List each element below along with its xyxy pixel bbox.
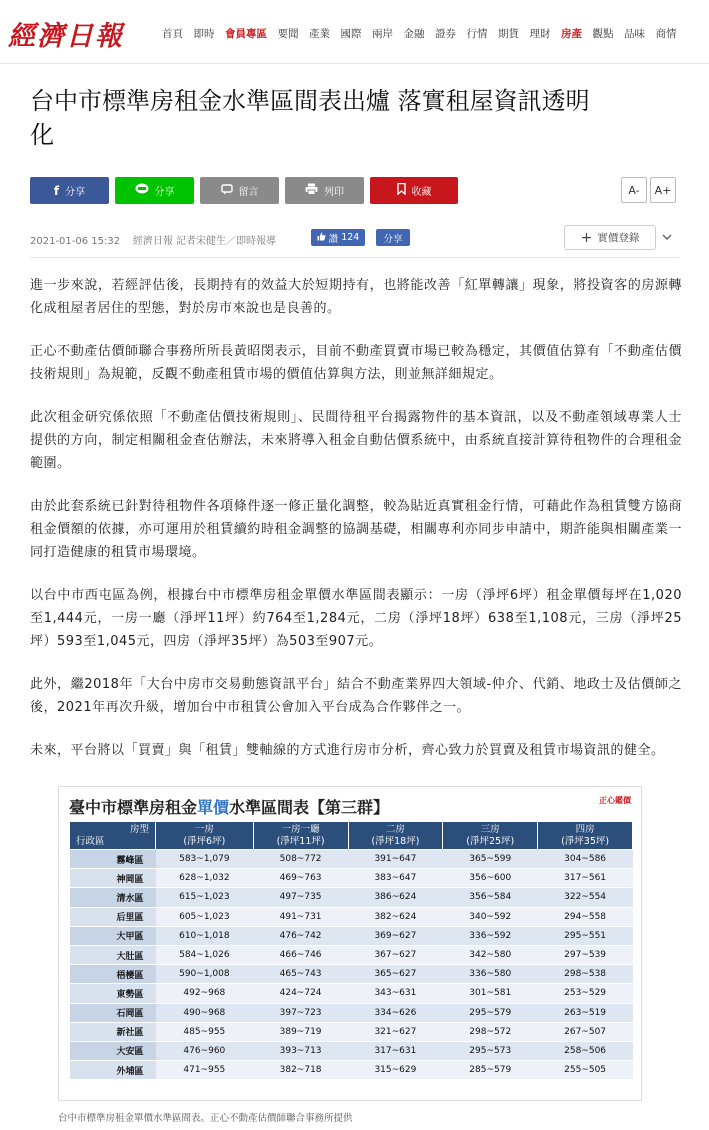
price-cell: 383~647: [348, 869, 443, 888]
price-cell: 258~506: [538, 1041, 633, 1060]
price-cell: 628~1,032: [156, 869, 254, 888]
column-header: [156, 822, 254, 850]
article-meta: [30, 232, 276, 247]
price-cell: 365~627: [348, 965, 443, 984]
thumbs-up-icon: [317, 232, 326, 244]
column-sub: (淨坪6坪): [183, 835, 226, 847]
price-cell: 476~960: [156, 1041, 254, 1060]
print-button[interactable]: [285, 177, 364, 204]
district-cell: 霧峰區: [70, 850, 156, 869]
price-cell: 382~624: [348, 907, 443, 926]
facebook-share-button[interactable]: [30, 177, 109, 204]
article-paragraph: 此次租金研究係依照「不動產估價技術規則」、民間待租平台揭露物件的基本資訊，以及不動產領域專業人士提供的方向，制定相關租金查估辦法，未來將導入租金自動估價系統中，由系統直接計算待租物件的合理租金範圍。: [30, 410, 682, 471]
table-row: [70, 1041, 633, 1060]
nav-item[interactable]: 會員專區: [225, 28, 267, 40]
price-cell: 610~1,018: [156, 926, 254, 945]
column-sub: (淨坪35坪): [561, 835, 610, 847]
price-cell: 334~626: [348, 1003, 443, 1022]
line-share-label: 分享: [154, 187, 175, 198]
price-cell: 490~968: [156, 1003, 254, 1022]
figure-title-pre: 臺中市標準房租金: [69, 798, 198, 817]
district-cell: 神岡區: [70, 869, 156, 888]
corner-room-type: 房型: [129, 823, 149, 835]
figure-title-post: 水準區間表【第三群】: [229, 798, 390, 817]
nav-item[interactable]: 期貨: [498, 28, 519, 40]
nav-item[interactable]: 兩岸: [372, 28, 393, 40]
district-cell: 梧棲區: [70, 965, 156, 984]
printer-icon: [305, 183, 318, 198]
column-sub: (淨坪18坪): [371, 835, 420, 847]
nav-item[interactable]: 首頁: [162, 28, 183, 40]
price-cell: 340~592: [443, 907, 538, 926]
price-cell: 304~586: [538, 850, 633, 869]
district-cell: 石岡區: [70, 1003, 156, 1022]
column-header: [348, 822, 443, 850]
main-nav: [162, 26, 687, 41]
price-cell: 605~1,023: [156, 907, 254, 926]
article-title: 台中市標準房租金水準區間表出爐 落實租屋資訊透明化: [30, 87, 590, 149]
article-paragraph: 以台中市西屯區為例，根據台中市標準房租金單價水準區間表顯示：一房（淨坪6坪）租金單價每坪在1,020至1,444元，一房一廳（淨坪11坪）約764至1,284元，二房（淨坪18坪）638至1,108元，三房（淨坪25坪）593至1,045元，四房（淨坪35坪）為503至907元。: [30, 588, 682, 649]
price-cell: 295~573: [443, 1041, 538, 1060]
price-cell: 255~505: [538, 1061, 633, 1080]
share-bar: [30, 177, 458, 204]
corner-district: 行政區: [76, 835, 105, 847]
table-row: [70, 945, 633, 964]
price-cell: 295~579: [443, 1003, 538, 1022]
nav-item[interactable]: 金融: [403, 28, 425, 40]
column-name: 一房一廳: [281, 823, 320, 835]
facebook-icon: f: [53, 183, 60, 198]
price-cell: 465~743: [253, 965, 348, 984]
table-row: [70, 965, 633, 984]
price-cell: 389~719: [253, 1022, 348, 1041]
nav-item[interactable]: 房產: [561, 28, 582, 40]
table-row: [70, 926, 633, 945]
district-cell: 大肚區: [70, 945, 156, 964]
like-count: 124: [341, 232, 360, 243]
meta-divider: [30, 257, 679, 258]
line-icon: [135, 183, 149, 198]
price-cell: 343~631: [348, 984, 443, 1003]
table-row: [70, 984, 633, 1003]
price-cell: 356~584: [443, 888, 538, 907]
table-row: [70, 907, 633, 926]
table-row: [70, 869, 633, 888]
figure-title: [69, 795, 389, 818]
nav-item[interactable]: 商情: [655, 28, 677, 40]
font-larger-button[interactable]: A+: [650, 177, 676, 203]
column-name: 一房: [194, 823, 214, 835]
price-cell: 342~580: [443, 945, 538, 964]
article-body: [30, 274, 682, 782]
bookmark-icon: [397, 183, 406, 198]
article-paragraph: 正心不動產估價師聯合事務所所長黃昭閔表示，目前不動產買賣市場已較為穩定，其價值估算有「不動產估價技術規則」為規範，反觀不動產租賃市場的價值估算與方法，則並無詳細規定。: [30, 344, 682, 382]
figure-caption: 台中市標準房租金單價水準區間表。正心不動產估價師聯合事務所提供: [58, 1113, 353, 1124]
price-cell: 365~599: [443, 850, 538, 869]
price-login-label: 實價登錄: [597, 232, 640, 244]
district-cell: 大甲區: [70, 926, 156, 945]
chevron-down-icon[interactable]: [662, 231, 672, 244]
facebook-like-button[interactable]: [311, 229, 365, 246]
figure-title-highlight: 單價: [197, 798, 230, 817]
price-cell: 263~519: [538, 1003, 633, 1022]
publish-datetime: 2021-01-06 15:32: [30, 236, 121, 247]
comment-button[interactable]: [200, 177, 279, 204]
nav-item[interactable]: 觀點: [592, 28, 614, 40]
price-cell: 356~600: [443, 869, 538, 888]
price-cell: 583~1,079: [156, 850, 254, 869]
font-size-controls: [621, 177, 676, 203]
price-cell: 298~538: [538, 965, 633, 984]
table-body: [70, 850, 633, 1080]
favorite-button[interactable]: [370, 177, 458, 204]
district-cell: 外埔區: [70, 1061, 156, 1080]
nav-item[interactable]: 即時: [193, 28, 215, 40]
site-logo[interactable]: 經濟日報: [8, 21, 124, 52]
price-cell: 485~955: [156, 1022, 254, 1041]
article-source: 經濟日報 記者宋健生／即時報導: [132, 236, 277, 247]
nav-item[interactable]: 產業: [309, 28, 330, 40]
article-paragraph: 進一步來說，若經評估後，長期持有的效益大於短期持有，也將能改善「紅單轉讓」現象，將投資客的房源轉化成租屋者居住的型態，對於房市來說也是良善的。: [30, 278, 682, 316]
price-cell: 382~718: [253, 1061, 348, 1080]
site-header: [0, 0, 709, 64]
figure-logo: 正心鑑價: [599, 796, 631, 805]
price-cell: 297~539: [538, 945, 633, 964]
price-cell: 590~1,008: [156, 965, 254, 984]
district-cell: 大安區: [70, 1041, 156, 1060]
nav-item[interactable]: 行情: [466, 28, 488, 40]
table-row: [70, 1061, 633, 1080]
comment-label: 留言: [238, 187, 259, 198]
table-row: [70, 1003, 633, 1022]
favorite-label: 收藏: [411, 187, 432, 198]
column-name: 三房: [480, 823, 500, 835]
price-cell: 367~627: [348, 945, 443, 964]
price-cell: 317~631: [348, 1041, 443, 1060]
price-cell: 295~551: [538, 926, 633, 945]
price-cell: 491~731: [253, 907, 348, 926]
facebook-share-label: 分享: [65, 187, 86, 198]
price-cell: 615~1,023: [156, 888, 254, 907]
price-cell: 492~968: [156, 984, 254, 1003]
line-share-button[interactable]: [115, 177, 194, 204]
plus-icon: +: [580, 229, 593, 246]
district-cell: 后里區: [70, 907, 156, 926]
price-cell: 397~723: [253, 1003, 348, 1022]
price-cell: 298~572: [443, 1022, 538, 1041]
rent-table-image: [58, 786, 642, 1101]
price-cell: 466~746: [253, 945, 348, 964]
like-label: 讚: [328, 233, 339, 245]
column-name: 四房: [575, 823, 595, 835]
price-cell: 476~742: [253, 926, 348, 945]
print-label: 列印: [324, 187, 344, 198]
price-cell: 336~592: [443, 926, 538, 945]
column-header: [538, 822, 633, 850]
price-login-button[interactable]: [564, 225, 656, 250]
price-cell: 471~955: [156, 1061, 254, 1080]
price-cell: 336~580: [443, 965, 538, 984]
table-row: [70, 850, 633, 869]
font-smaller-button[interactable]: A-: [621, 177, 647, 203]
column-header: [253, 822, 348, 850]
price-cell: 369~627: [348, 926, 443, 945]
price-cell: 267~507: [538, 1022, 633, 1041]
price-cell: 285~579: [443, 1061, 538, 1080]
article-paragraph: 未來，平台將以「買賣」與「租賃」雙軸線的方式進行房市分析，齊心致力於買賣及租賃市場資訊的健全。: [30, 743, 665, 758]
price-cell: 393~713: [253, 1041, 348, 1060]
table-row: [70, 888, 633, 907]
price-cell: 301~581: [443, 984, 538, 1003]
column-sub: (淨坪11坪): [276, 835, 325, 847]
nav-item[interactable]: 理財: [529, 28, 551, 40]
facebook-share-small-button[interactable]: 分享: [376, 229, 410, 246]
table-header-row: [70, 822, 633, 850]
price-cell: 322~554: [538, 888, 633, 907]
price-cell: 317~561: [538, 869, 633, 888]
price-cell: 315~629: [348, 1061, 443, 1080]
district-cell: 東勢區: [70, 984, 156, 1003]
price-cell: 508~772: [253, 850, 348, 869]
column-sub: (淨坪25坪): [466, 835, 515, 847]
comment-icon: [221, 184, 233, 198]
nav-item[interactable]: 品味: [624, 28, 645, 40]
table-corner-header: [70, 822, 156, 850]
price-cell: 469~763: [253, 869, 348, 888]
column-header: [443, 822, 538, 850]
price-cell: 424~724: [253, 984, 348, 1003]
article-paragraph: 由於此套系統已針對待租物件各項條件逐一修正量化調整，較為貼近真實租金行情，可藉此作為租賃雙方協商租金價額的依據，亦可運用於租賃續約時租金調整的協調基礎，相關專利亦同步申請中，期許能與相關產業一同打造健康的租賃市場環境。: [30, 499, 682, 560]
rent-price-table: [69, 821, 633, 1080]
district-cell: 新社區: [70, 1022, 156, 1041]
article-paragraph: 此外，繼2018年「大台中房市交易動態資訊平台」結合不動產業界四大領域-仲介、代銷、地政士及估價師之後，2021年再次升級，增加台中市租賃公會加入平台成為合作夥伴之一。: [30, 677, 682, 715]
district-cell: 清水區: [70, 888, 156, 907]
price-cell: 584~1,026: [156, 945, 254, 964]
price-cell: 253~529: [538, 984, 633, 1003]
price-cell: 497~735: [253, 888, 348, 907]
price-cell: 321~627: [348, 1022, 443, 1041]
nav-item[interactable]: 證券: [435, 28, 456, 40]
price-cell: 386~624: [348, 888, 443, 907]
price-cell: 294~558: [538, 907, 633, 926]
price-cell: 391~647: [348, 850, 443, 869]
nav-item[interactable]: 要聞: [277, 28, 299, 40]
nav-item[interactable]: 國際: [340, 28, 362, 40]
column-name: 二房: [385, 823, 405, 835]
table-row: [70, 1022, 633, 1041]
